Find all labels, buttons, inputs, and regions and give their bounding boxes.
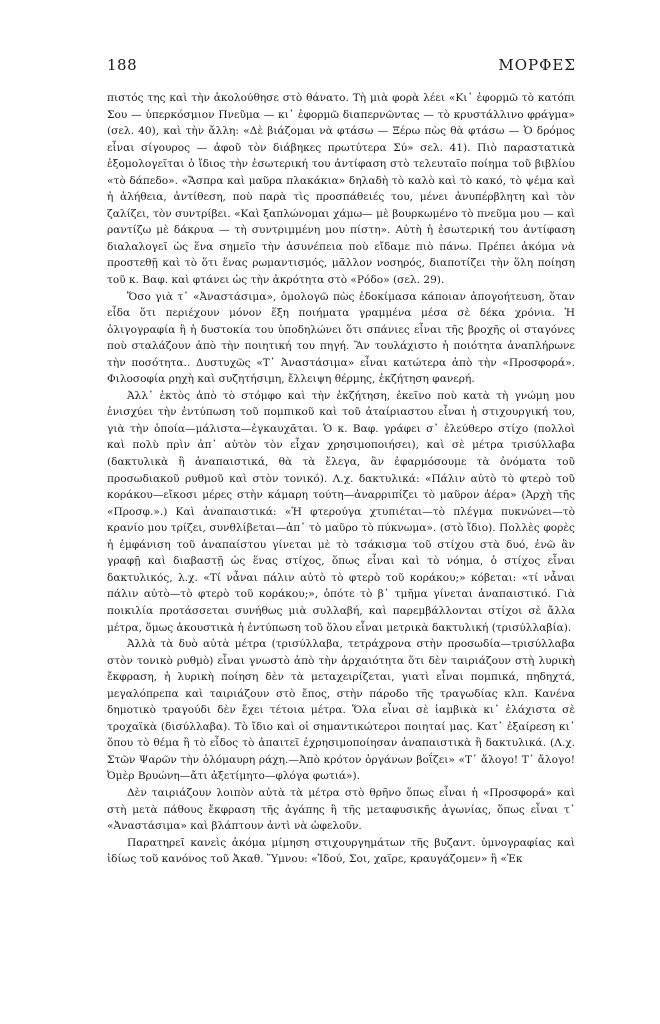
paragraph: Παρατηρεῖ κανεὶς ἀκόμα μίμηση στιχουργημάτων τῆς βυζαντ. ὑμνογραφίας καὶ ἰδίως τοῦ κανόνος τοῦ Ἀκαθ. Ὕμνου: «Ἰδού, Σοι, χαῖρε, κραυγάζομεν» ἢ «Ἐκ	[107, 836, 575, 866]
paragraph: Δὲν ταιριάζουν λοιπὸν αὐτὰ τὰ μέτρα στὸ θρῆνο ὅπως εἶναι ἡ «Προσφορά» καὶ στὴ μετὰ πάθους ἔκφραση τῆς ἀγάπης ἢ τῆς μεταφυσικῆς ἀγωνίας, ὅπως εἶναι τ᾿ «Ἀναστάσιμα» καὶ βλάπτουν ἀντὶ νὰ ὠφελοῦν.	[107, 786, 575, 833]
paragraph: Ἀλλ᾿ ἐκτὸς ἀπὸ τὸ στόμφο καὶ τὴν ἐκζήτηση, ἐκεῖνο ποὺ κατὰ τὴ γνώμη μου ἐνισχύει τὴν ἐντύπωση τοῦ πομπικοῦ καὶ τοῦ ἀταίριαστου εἶναι ἡ στιχουργική του, γιὰ τὴν ὁποία—μάλιστα—ἐγκαυχᾶται. Ὁ κ. Βαφ. γράφει σ᾿ ἐλεύθερο στίχο (πολλοὶ καὶ πολὺ πρὶν ἀπ᾿ αὐτὸν τὸν εἶχαν χρησιμοποιήσει), καὶ σὲ μέτρα τρισύλλαβα (δακτυλικὰ ἢ ἀναπαιστικά, θὰ τὰ ἔλεγα, ἂν ἐφαρμόσουμε τὰ ὀνόματα τοῦ προσωδιακοῦ ρυθμοῦ καὶ στὸν τονικό). Λ.χ. δακτυλικά: «Πάλιν αὐτὸ τὸ φτερὸ τοῦ κοράκου—εἴκοσι μέρες στὴν κάμαρη τούτη—ἀναρριπίζει τὸ μαῦρον ἀέρα» (Ἀρχὴ τῆς «Προσφ.».) Καὶ ἀναπαιστικά: «Ἡ φτερούγα χτυπιέται—τὸ πλέγμα πυκνώνει—τὸ κρανίο μου τρίζει, συνθλίβεται—ἀπ᾿ τὸ μαῦρο τὸ πύκνωμα». (στὸ ἴδιο). Πολλὲς φορὲς ἡ ἐμφάνιση τοῦ ἀναπαίστου γίνεται μὲ τὸ τσάκισμα τοῦ στίχου στὰ δυό, ἐνῶ ἂν γραφῇ καὶ διαβαστῇ ὡς ἕνας στίχος, ὅπως εἶναι καὶ τὸ νόημα, ὁ στίχος εἶναι δακτυλικός, λ.χ. «Τί νἆναι πάλιν αὐτὸ τὸ φτερὸ τοῦ κοράκου;» κόβεται: «τί νἆναι πάλιν αὐτὸ—τὸ φτερὸ τοῦ κοράκου;», ὁπότε τὸ β᾿ τμῆμα γίνεται ἀναπαιστικό. Γιὰ ποικιλία προτάσσεται συνήθως μιὰ συλλαβή, καὶ παρεμβάλλονται στίχοι σὲ ἄλλα μέτρα, ὅμως ἀκουστικὰ ἡ ἐντύπωση τοῦ ὅλου εἶναι μετρικὰ δακτυλική (τρισύλλαβία).	[107, 389, 575, 634]
paragraph: πιστός της καὶ τὴν ἀκολούθησε στὸ θάνατο. Τὴ μιὰ φορὰ λέει «Κι᾿ ἐφορμῶ τὸ κατόπι Σου — ὑπερκόσμιον Πνεῦμα — κι᾿ ἐφορμῶ διαπερνῶντας — τὸ κρυστάλλινο φράγμα» (σελ. 40), καὶ τὴν ἄλλη: «Δὲ βιάζομαι νὰ φτάσω — Ξέρω πὼς θὰ φτάσω — Ὁ δρόμος εἶναι σίγουρος — ἀφοῦ τὸν διάβηκες πρωτύτερα Σύ» σελ. 41). Πιὸ παραστατικὰ ἐξομολογεῖται ὁ ἴδιος τὴν ἐσωτερική του ἀντίφαση στὸ τελευταῖο ποίημα τοῦ βιβλίου «τὸ δάπεδο». «Ἄσπρα καὶ μαῦρα πλακάκια» δηλαδὴ τὸ καλὸ καὶ τὸ κακό, τὸ ψέμα καὶ ἡ ἀλήθεια, ἀντίθεση, ποὺ παρὰ τὶς προσπάθειές του, μένει ἀνυπέρβλητη καὶ τὸν ζαλίζει, τὸν συντρίβει. «Καὶ ξαπλώνομαι χάμω— μὲ βουρκωμένο τὸ πνεῦμα μου — καὶ ραντίζω μὲ δάκρυα — τὴ συντριμμένη μου πίστη». Αὐτὴ ἡ ἐσωτερική του ἀντίφαση διαλαλογεῖ ὡς ἕνα σημεῖο τὴν ἀσυνέπεια ποὺ εἴδαμε πιὸ πάνω. Πρέπει ἀκόμα νὰ προστεθῇ καὶ τὸ ὅτι ἕνας ρωμαντισμός, μᾶλλον νοσηρός, διαποτίζει τὴν ὅλη ποίηση τοῦ κ. Βαφ. καὶ φτάνει ὡς τὴν ἀκρότητα στὸ «Ρόδο» (σελ. 29).	[107, 92, 575, 287]
paragraph: Ὅσο γιὰ τ᾿ «Ἀναστάσιμα», ὁμολογῶ πὼς ἐδοκίμασα κάποιαν ἀπογοήτευση, ὅταν εἶδα ὅτι περιέχουν μόνον ἕξη ποιήματα γραμμένα μέσα σὲ δέκα χρόνια. Ἡ ὀλιγογραφία ἢ ἡ δυστοκία του ὑποδηλώνει ὅτι σπάνιες εἶναι τῆς βροχῆς οἱ σταγόνες ποὺ σταλάζουν ἀπὸ τὴν ποιητική του πηγή. Ἂν τουλάχιστο ἡ ποιότητα ἀναπλήρωνε τὴν ποσότητα.. Δυστυχῶς «Τ᾿ Ἀναστάσιμα» εἶναι κατώτερα ἀπὸ τὴν «Προσφορά». Φιλοσοφία ρηχὴ καὶ συζητήσιμη, ἔλλειψη θέρμης, ἐκζήτηση φανερή.	[107, 290, 575, 386]
journal-title: ΜΟΡΦΕΣ	[498, 56, 576, 74]
paragraph: Ἀλλὰ τὰ δυὸ αὐτὰ μέτρα (τρισύλλαβα, τετράχρονα στὴν προσωδία—τρισύλλαβα στὸν τονικὸ ρυθμὸ) εἶναι γνωστὸ ἀπὸ τὴν ἀρχαιότητα ὅτι δὲν ταιριάζουν στὴ λυρικὴ ἔκφραση, ἡ λυρικὴ ποίηση δὲν τὰ μεταχειρίζεται, γιατὶ εἶναι πομπικά, πηδηχτά, μεγαλόπρεπα καὶ ταιριάζουν στὸ ἔπος, στὴν πάροδο τῆς τραγωδίας κλπ. Κανένα δημοτικὸ τραγούδι δὲν ἔχει τέτοια μέτρα. Ὅλα εἶναι σὲ ἰαμβικὰ κι᾿ ἐλάχιστα σὲ τροχαϊκὰ (δισύλλαβα). Τὸ ἴδιο καὶ οἱ σημαντικώτεροι ποιηταί μας. Κατ᾿ ἐξαίρεση κι᾿ ὅπου τὸ θέμα ἢ τὸ εἶδος τὸ ἀπαιτεῖ ἐχρησιμοποίησαν ἀναπαιστικὰ ἢ δακτυλικά. (Λ.χ. Στῶν Ψαρῶν τὴν ὁλόμαυρη ράχη.—Ἀπὸ κρότον ὀργάνων βοΐζει» «Τ᾿ ἄλογο! Τ᾿ ἄλογο! Ὀμὲρ Βρυώνη—ἄτι ἀξετίμητο—φλόγα φωτιά»).	[107, 638, 575, 783]
page-header	[107, 56, 576, 80]
article-body	[107, 90, 575, 868]
page-number: 188	[107, 56, 138, 74]
